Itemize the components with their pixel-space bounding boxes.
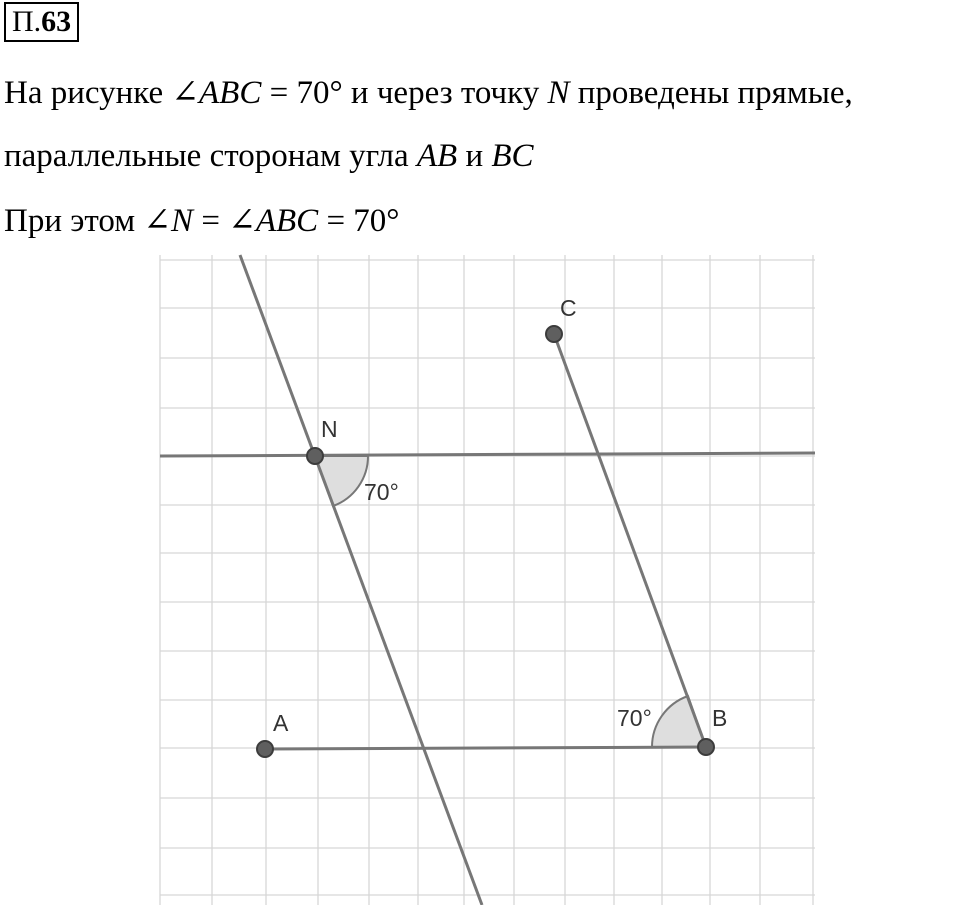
problem-number: 63 bbox=[41, 5, 72, 38]
math-point-n: N bbox=[547, 75, 570, 111]
point-n bbox=[307, 448, 323, 464]
text-segment: = 70° bbox=[318, 203, 400, 239]
math-side-bc: BC bbox=[491, 138, 534, 174]
text-segment: и bbox=[457, 138, 492, 174]
math-angle-abc: ∠ABC bbox=[171, 75, 262, 111]
text-segment: = 70° и через точку bbox=[261, 75, 548, 111]
angle-n-label: 70° bbox=[364, 479, 399, 505]
text-segment: При этом bbox=[4, 203, 144, 239]
problem-prefix: П. bbox=[12, 5, 42, 38]
label-a: A bbox=[273, 710, 289, 736]
point-b bbox=[698, 739, 714, 755]
line-through-n-parallel-bc bbox=[240, 255, 482, 905]
math-angle-n: ∠N bbox=[143, 203, 194, 239]
math-side-ab: AB bbox=[416, 138, 458, 174]
text-segment: проведены прямые, bbox=[569, 75, 853, 111]
text-segment: = bbox=[193, 203, 229, 239]
label-b: B bbox=[712, 705, 728, 731]
label-c: C bbox=[560, 295, 577, 321]
segment-bc bbox=[554, 334, 706, 747]
segment-ab bbox=[265, 747, 706, 749]
text-segment: На рисунке bbox=[4, 75, 172, 111]
angle-b-label: 70° bbox=[617, 705, 652, 731]
point-a bbox=[257, 741, 273, 757]
point-c bbox=[546, 326, 562, 342]
grid bbox=[160, 255, 815, 905]
label-n: N bbox=[321, 416, 338, 442]
text-segment: параллельные сторонам угла bbox=[4, 138, 417, 174]
math-angle-abc: ∠ABC bbox=[228, 203, 319, 239]
